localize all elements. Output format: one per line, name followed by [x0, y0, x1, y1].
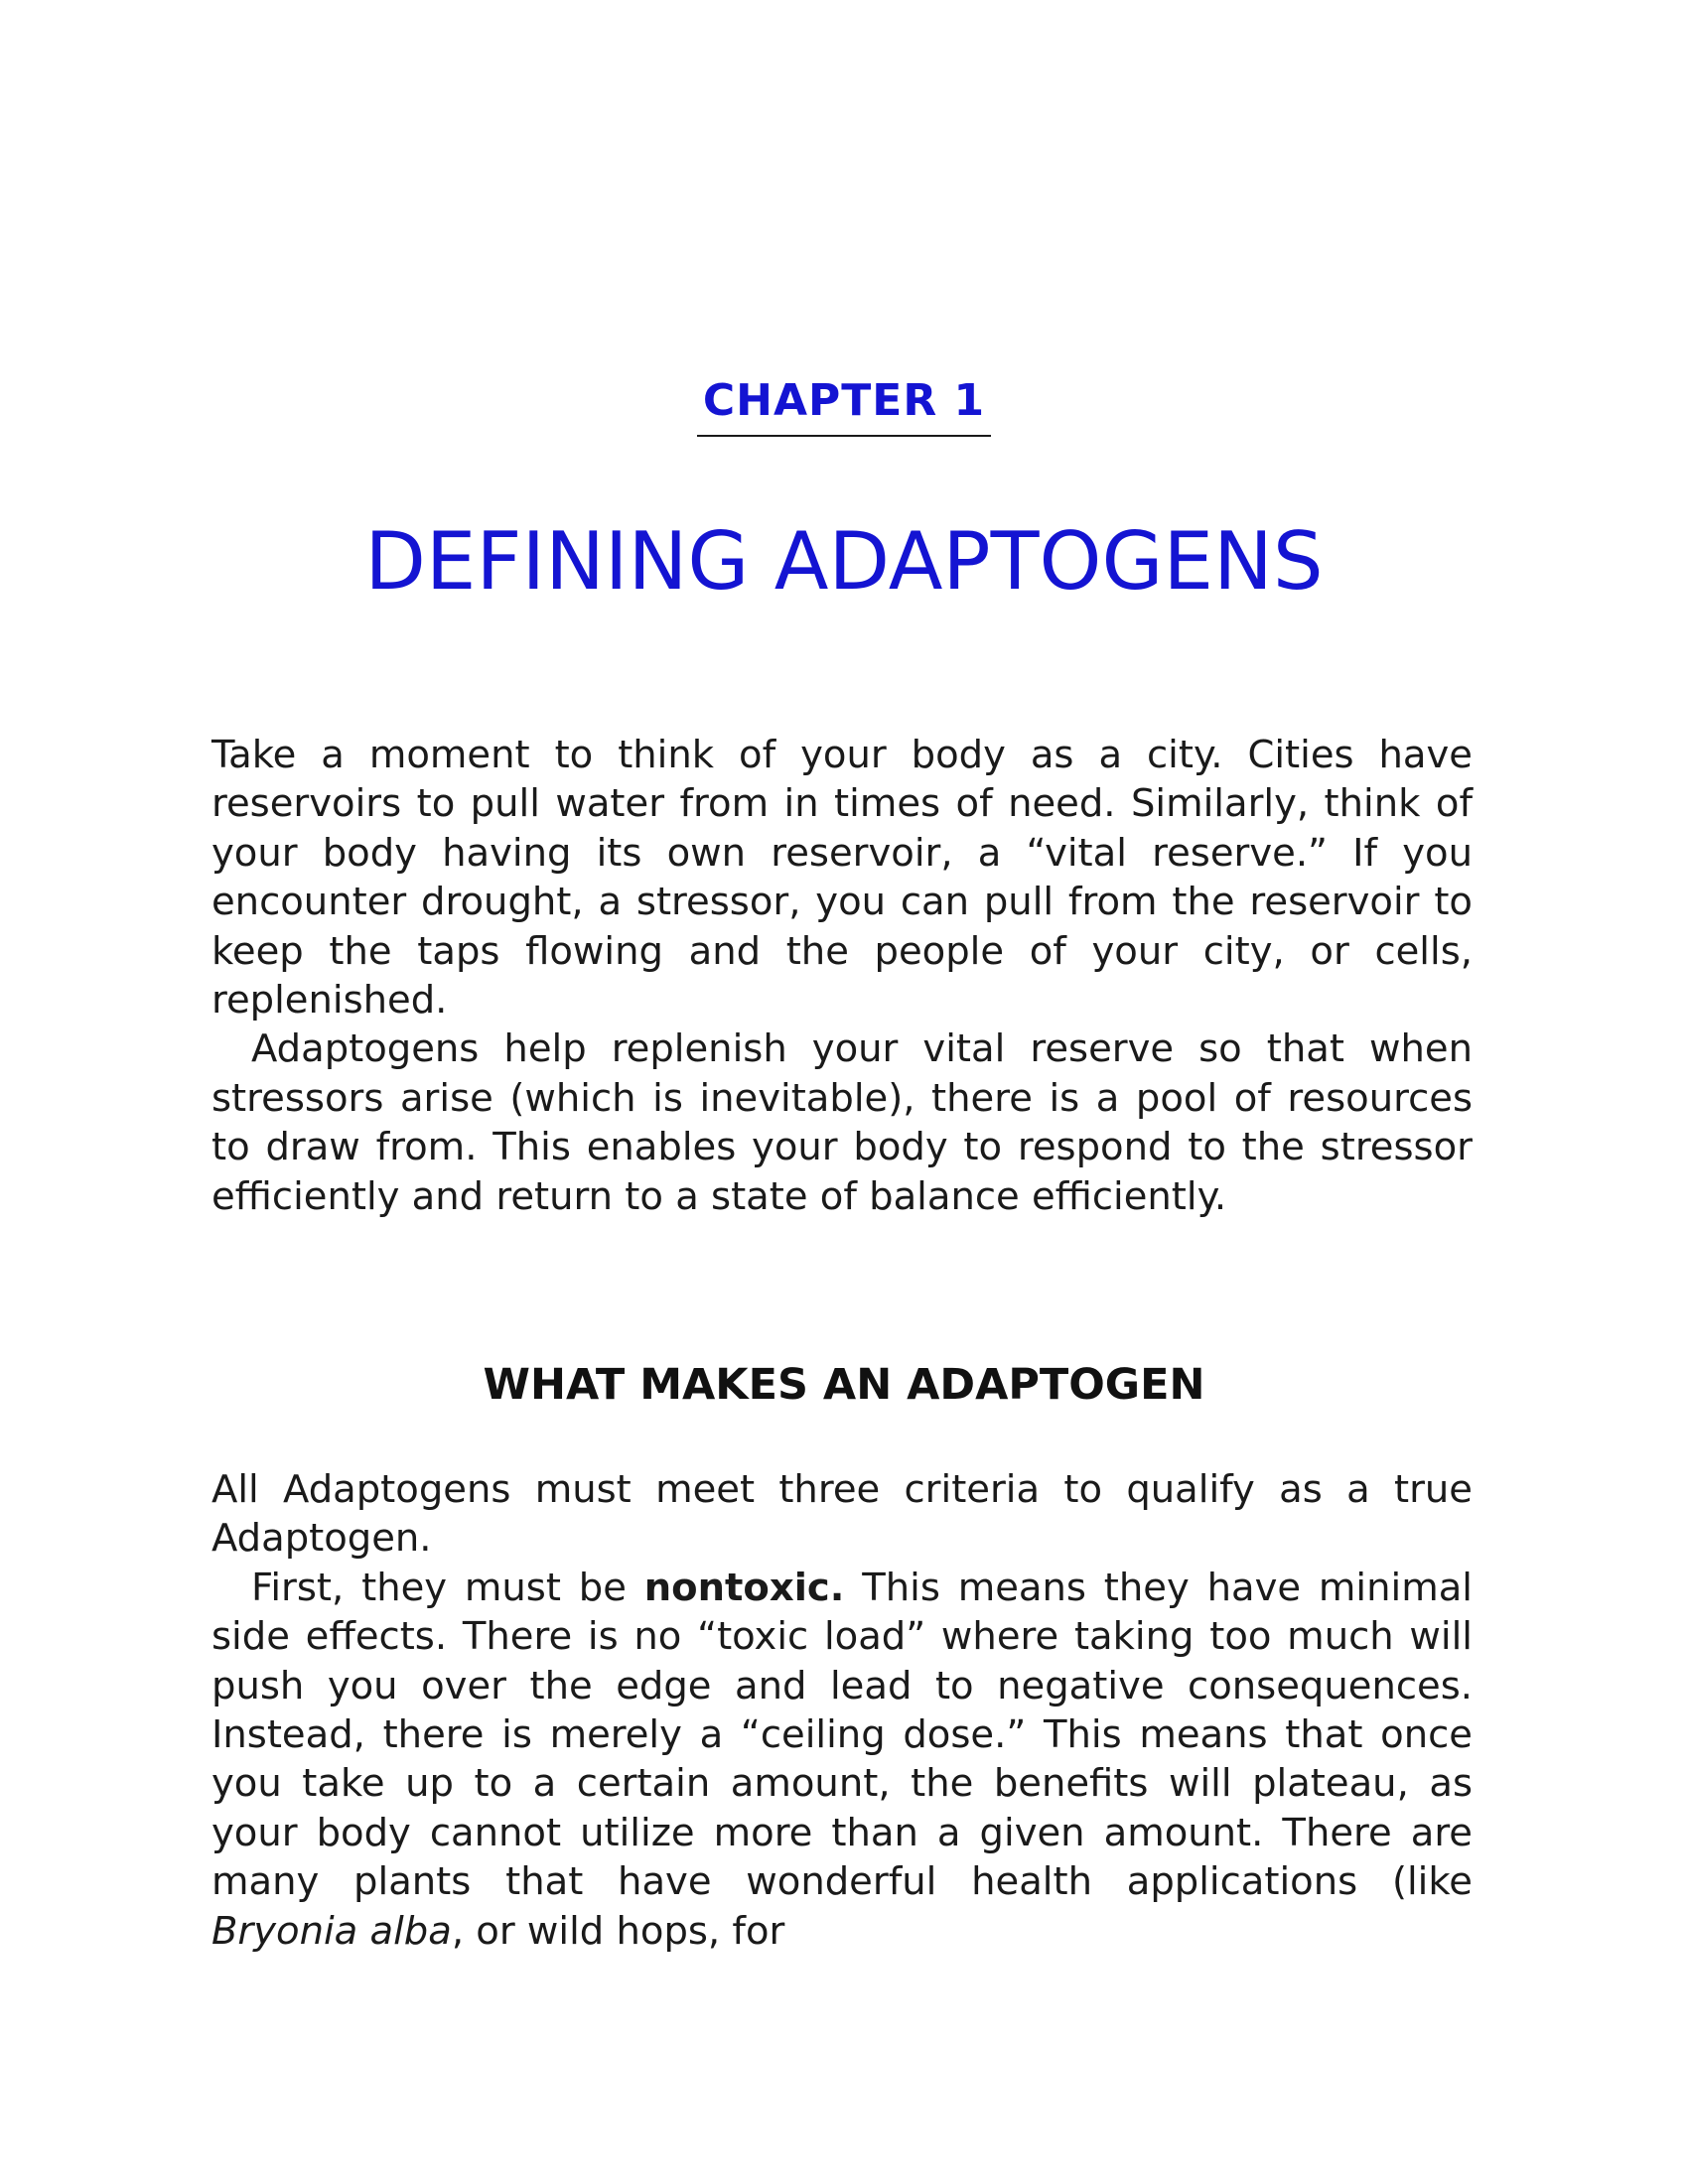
- intro-paragraph-2: Adaptogens help replenish your vital reserve so that when stressors arise (which is inevitable), there is a pool of resources to draw from. This enables your body to respond to the stressor efficiently and return to a state of balance efficiently.: [211, 1026, 1473, 1219]
- chapter-label: [0, 377, 1688, 437]
- criteria-p2-tail: , or wild hops, for: [451, 1908, 785, 1954]
- chapter-link[interactable]: CHAPTER 1: [697, 377, 991, 437]
- criteria-p2-lead: First, they must be: [251, 1565, 644, 1610]
- intro-paragraph-1: Take a moment to think of your body as a city. Cities have reservoirs to pull water from in times of need. Similarly, think of your body having its own reservoir, a “vital reserve.” If you encounter drought, a stressor, you can pull from the reservoir to keep the taps flowing and the people of your city, or cells, replenished.: [211, 733, 1473, 1024]
- chapter-title: DEFINING ADAPTOGENS: [364, 515, 1324, 608]
- bryonia-alba-term: Bryonia alba: [211, 1908, 452, 1954]
- criteria-paragraph-1: All Adaptogens must meet three criteria to qualify as a true Adaptogen.: [211, 1467, 1473, 1562]
- section-heading: WHAT MAKES AN ADAPTOGEN: [483, 1360, 1205, 1410]
- intro-section: [211, 731, 1473, 1221]
- nontoxic-term: nontoxic.: [643, 1565, 845, 1610]
- criteria-paragraph-2: [211, 1564, 1473, 1956]
- criteria-p2-body: This means they have minimal side effects. There is no “toxic load” where taking too much will push you over the edge and lead to negative consequences. Instead, there is merely a “ceiling dose.” This means that once you take up to a certain amount, the benefits will plateau, as your body cannot utilize more than a given amount. There are many plants that have wonderful health applications (like: [211, 1565, 1473, 1905]
- criteria-section: [211, 1465, 1473, 1956]
